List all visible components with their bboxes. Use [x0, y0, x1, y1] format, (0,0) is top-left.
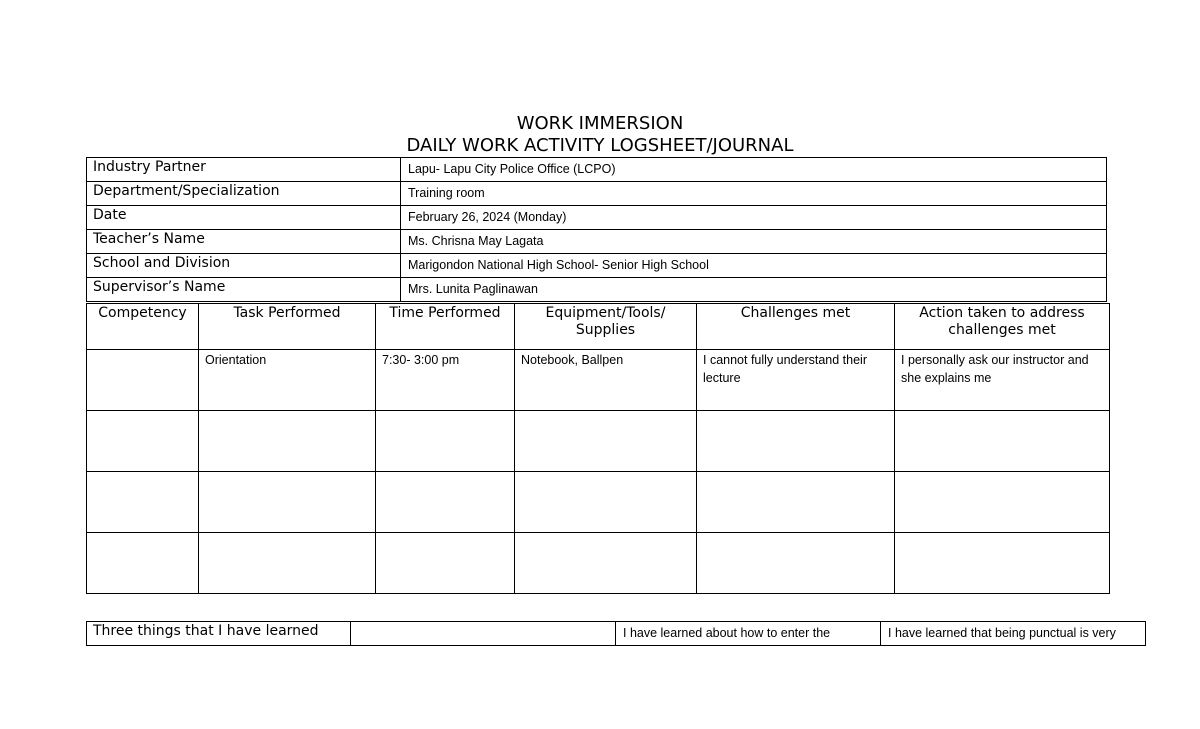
info-row-industry-partner — [87, 158, 1107, 182]
info-row-school — [87, 254, 1107, 278]
cell-equipment — [515, 411, 697, 472]
cell-challenges: I cannot fully understand their lecture — [697, 350, 895, 411]
cell-competency — [87, 533, 199, 594]
cell-time — [376, 533, 515, 594]
info-value: February 26, 2024 (Monday) — [401, 206, 1107, 230]
cell-task — [199, 533, 376, 594]
document-subtitle: DAILY WORK ACTIVITY LOGSHEET/JOURNAL — [406, 135, 794, 156]
info-row-department — [87, 182, 1107, 206]
learned-table — [86, 621, 1146, 646]
column-header-challenges: Challenges met — [697, 304, 895, 350]
cell-competency — [87, 411, 199, 472]
cell-equipment — [515, 533, 697, 594]
info-value: Lapu- Lapu City Police Office (LCPO) — [401, 158, 1107, 182]
info-label: School and Division — [87, 254, 401, 278]
cell-task: Orientation — [199, 350, 376, 411]
cell-action — [895, 533, 1110, 594]
info-row-date — [87, 206, 1107, 230]
learned-row — [87, 622, 1146, 646]
info-row-teacher — [87, 230, 1107, 254]
table-row — [87, 350, 1110, 411]
learned-item: I have learned that being punctual is very — [881, 622, 1146, 646]
activity-table — [86, 303, 1110, 594]
table-row — [87, 411, 1110, 472]
activity-header-row — [87, 304, 1110, 350]
info-label: Date — [87, 206, 401, 230]
cell-action — [895, 411, 1110, 472]
column-header-task: Task Performed — [199, 304, 376, 350]
cell-equipment: Notebook, Ballpen — [515, 350, 697, 411]
info-label: Industry Partner — [87, 158, 401, 182]
learned-item — [351, 622, 616, 646]
table-row — [87, 472, 1110, 533]
info-table — [86, 157, 1107, 302]
document-title: WORK IMMERSION — [516, 113, 684, 134]
learned-label: Three things that I have learned — [87, 622, 351, 646]
info-value: Marigondon National High School- Senior High School — [401, 254, 1107, 278]
cell-challenges — [697, 533, 895, 594]
cell-task — [199, 472, 376, 533]
cell-competency — [87, 472, 199, 533]
cell-challenges — [697, 472, 895, 533]
info-label: Teacher’s Name — [87, 230, 401, 254]
cell-time — [376, 411, 515, 472]
learned-item: I have learned about how to enter the — [616, 622, 881, 646]
column-header-action: Action taken to address challenges met — [895, 304, 1110, 350]
info-label: Department/Specialization — [87, 182, 401, 206]
info-value: Mrs. Lunita Paglinawan — [401, 278, 1107, 302]
cell-task — [199, 411, 376, 472]
table-row — [87, 533, 1110, 594]
info-value: Ms. Chrisna May Lagata — [401, 230, 1107, 254]
cell-challenges — [697, 411, 895, 472]
info-label: Supervisor’s Name — [87, 278, 401, 302]
cell-time: 7:30- 3:00 pm — [376, 350, 515, 411]
info-row-supervisor — [87, 278, 1107, 302]
cell-action: I personally ask our instructor and she explains me — [895, 350, 1110, 411]
cell-equipment — [515, 472, 697, 533]
cell-time — [376, 472, 515, 533]
info-value: Training room — [401, 182, 1107, 206]
cell-competency — [87, 350, 199, 411]
column-header-competency: Competency — [87, 304, 199, 350]
column-header-time: Time Performed — [376, 304, 515, 350]
column-header-equipment: Equipment/Tools/ Supplies — [515, 304, 697, 350]
cell-action — [895, 472, 1110, 533]
